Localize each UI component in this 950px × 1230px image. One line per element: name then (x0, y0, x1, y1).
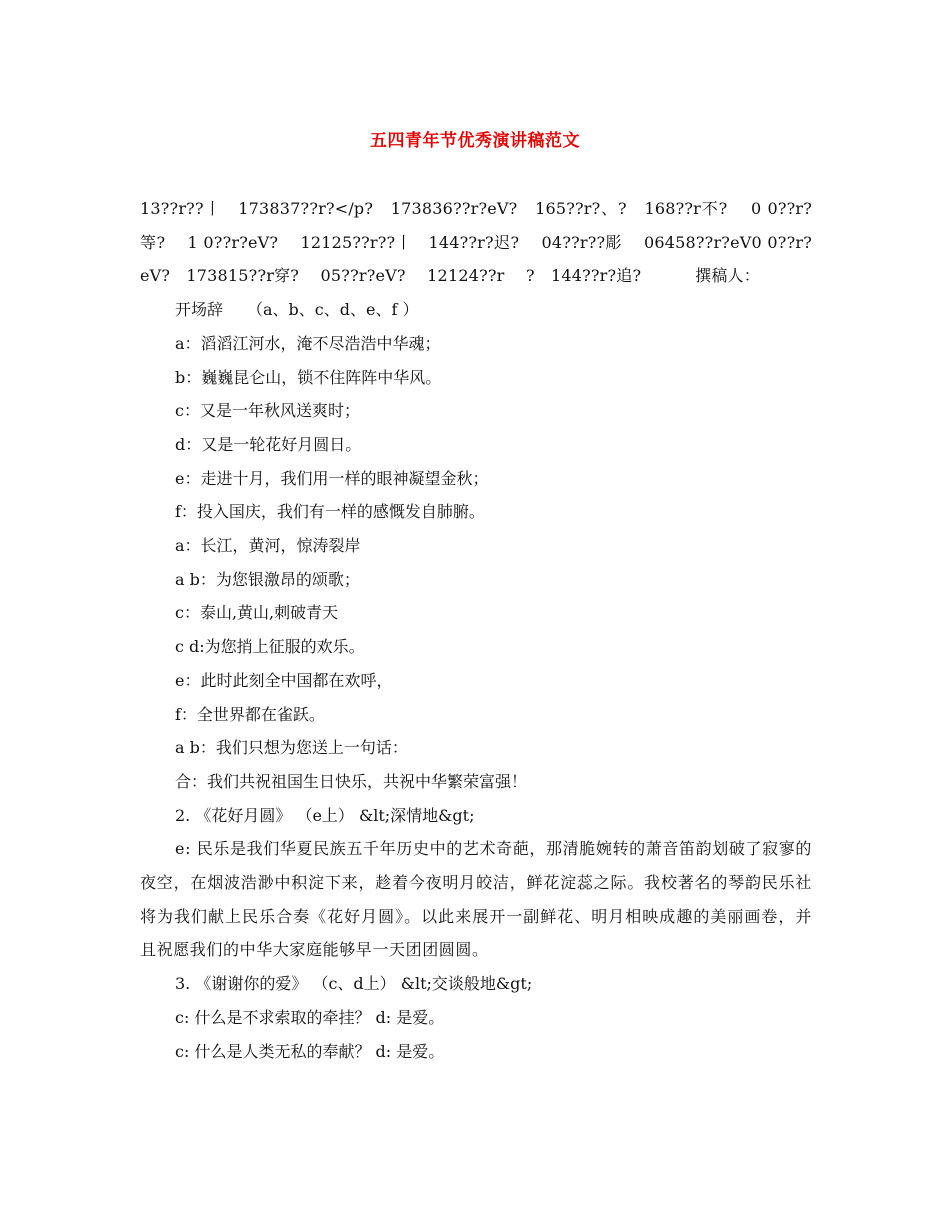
body-paragraph: e: 民乐是我们华夏民族五千年历史中的艺术奇葩，那清脆婉转的萧音笛韵划破了寂寥的夜空，在烟波浩渺中积淀下来，趁着今夜明月皎洁，鲜花淀蕊之际。我校著名的琴韵民乐社将为我们献上民乐合奏《花好月圆》。以此来展开一副鲜花、明月相映成趣的美丽画卷，并且祝愿我们的中华大家庭能够早一天团团圆圆。 (140, 839, 812, 960)
body-line: a b：我们只想为您送上一句话： (175, 738, 408, 758)
body-line: c：泰山,黄山,刺破青天 (175, 603, 339, 623)
body-line: c d:为您捎上征服的欢乐。 (175, 637, 365, 657)
body-line: f：投入国庆，我们有一样的感慨发自肺腑。 (175, 502, 485, 522)
body-line: c: 什么是不求索取的牵挂？ d: 是爱。 (175, 1007, 445, 1027)
body-line: c: 什么是人类无私的奉献？ d: 是爱。 (175, 1041, 445, 1061)
body-line: a b：为您银激昂的颂歌； (175, 569, 360, 589)
body-line: f：全世界都在雀跃。 (175, 704, 325, 724)
body-line: 开场辞 （a、b、c、d、e、f ） (175, 300, 419, 320)
garbled-header-text: 13??r??丨 173837??r?</p? 173836??r?eV? 165??r?、? 168??r不? 0 0??r?等? 1 0??r?eV? 12125??r??丨 144??r?迟? 04??r??彫 06458??r?eV0 0??r?eV? 173815??r穿? 05??r?eV? 12124??r ? 144??r?追? 撰稿人： (140, 199, 813, 286)
body-line: 合：我们共祝祖国生日快乐，共祝中华繁荣富强！ (175, 771, 528, 791)
document-body (140, 192, 812, 1068)
body-line: d：又是一轮花好月圆日。 (175, 434, 362, 454)
body-line: c：又是一年秋风送爽时； (175, 401, 360, 421)
body-line: b：巍巍昆仑山，锁不住阵阵中华风。 (175, 367, 442, 387)
body-line: 2. 《花好月圆》 （e上） &lt;深情地&gt; (175, 805, 475, 825)
body-line: 3. 《谢谢你的爱》 （c、d上） &lt;交谈般地&gt; (175, 974, 533, 994)
body-line: a：长江，黄河，惊涛裂岸 (175, 536, 361, 556)
document-title: 五四青年节优秀演讲稿范文 (370, 131, 580, 151)
body-line: e：此时此刻全中国都在欢呼， (175, 670, 393, 690)
body-line: a：滔滔江河水，淹不尽浩浩中华魂； (175, 333, 441, 353)
body-line: e：走进十月，我们用一样的眼神凝望金秋； (175, 468, 489, 488)
